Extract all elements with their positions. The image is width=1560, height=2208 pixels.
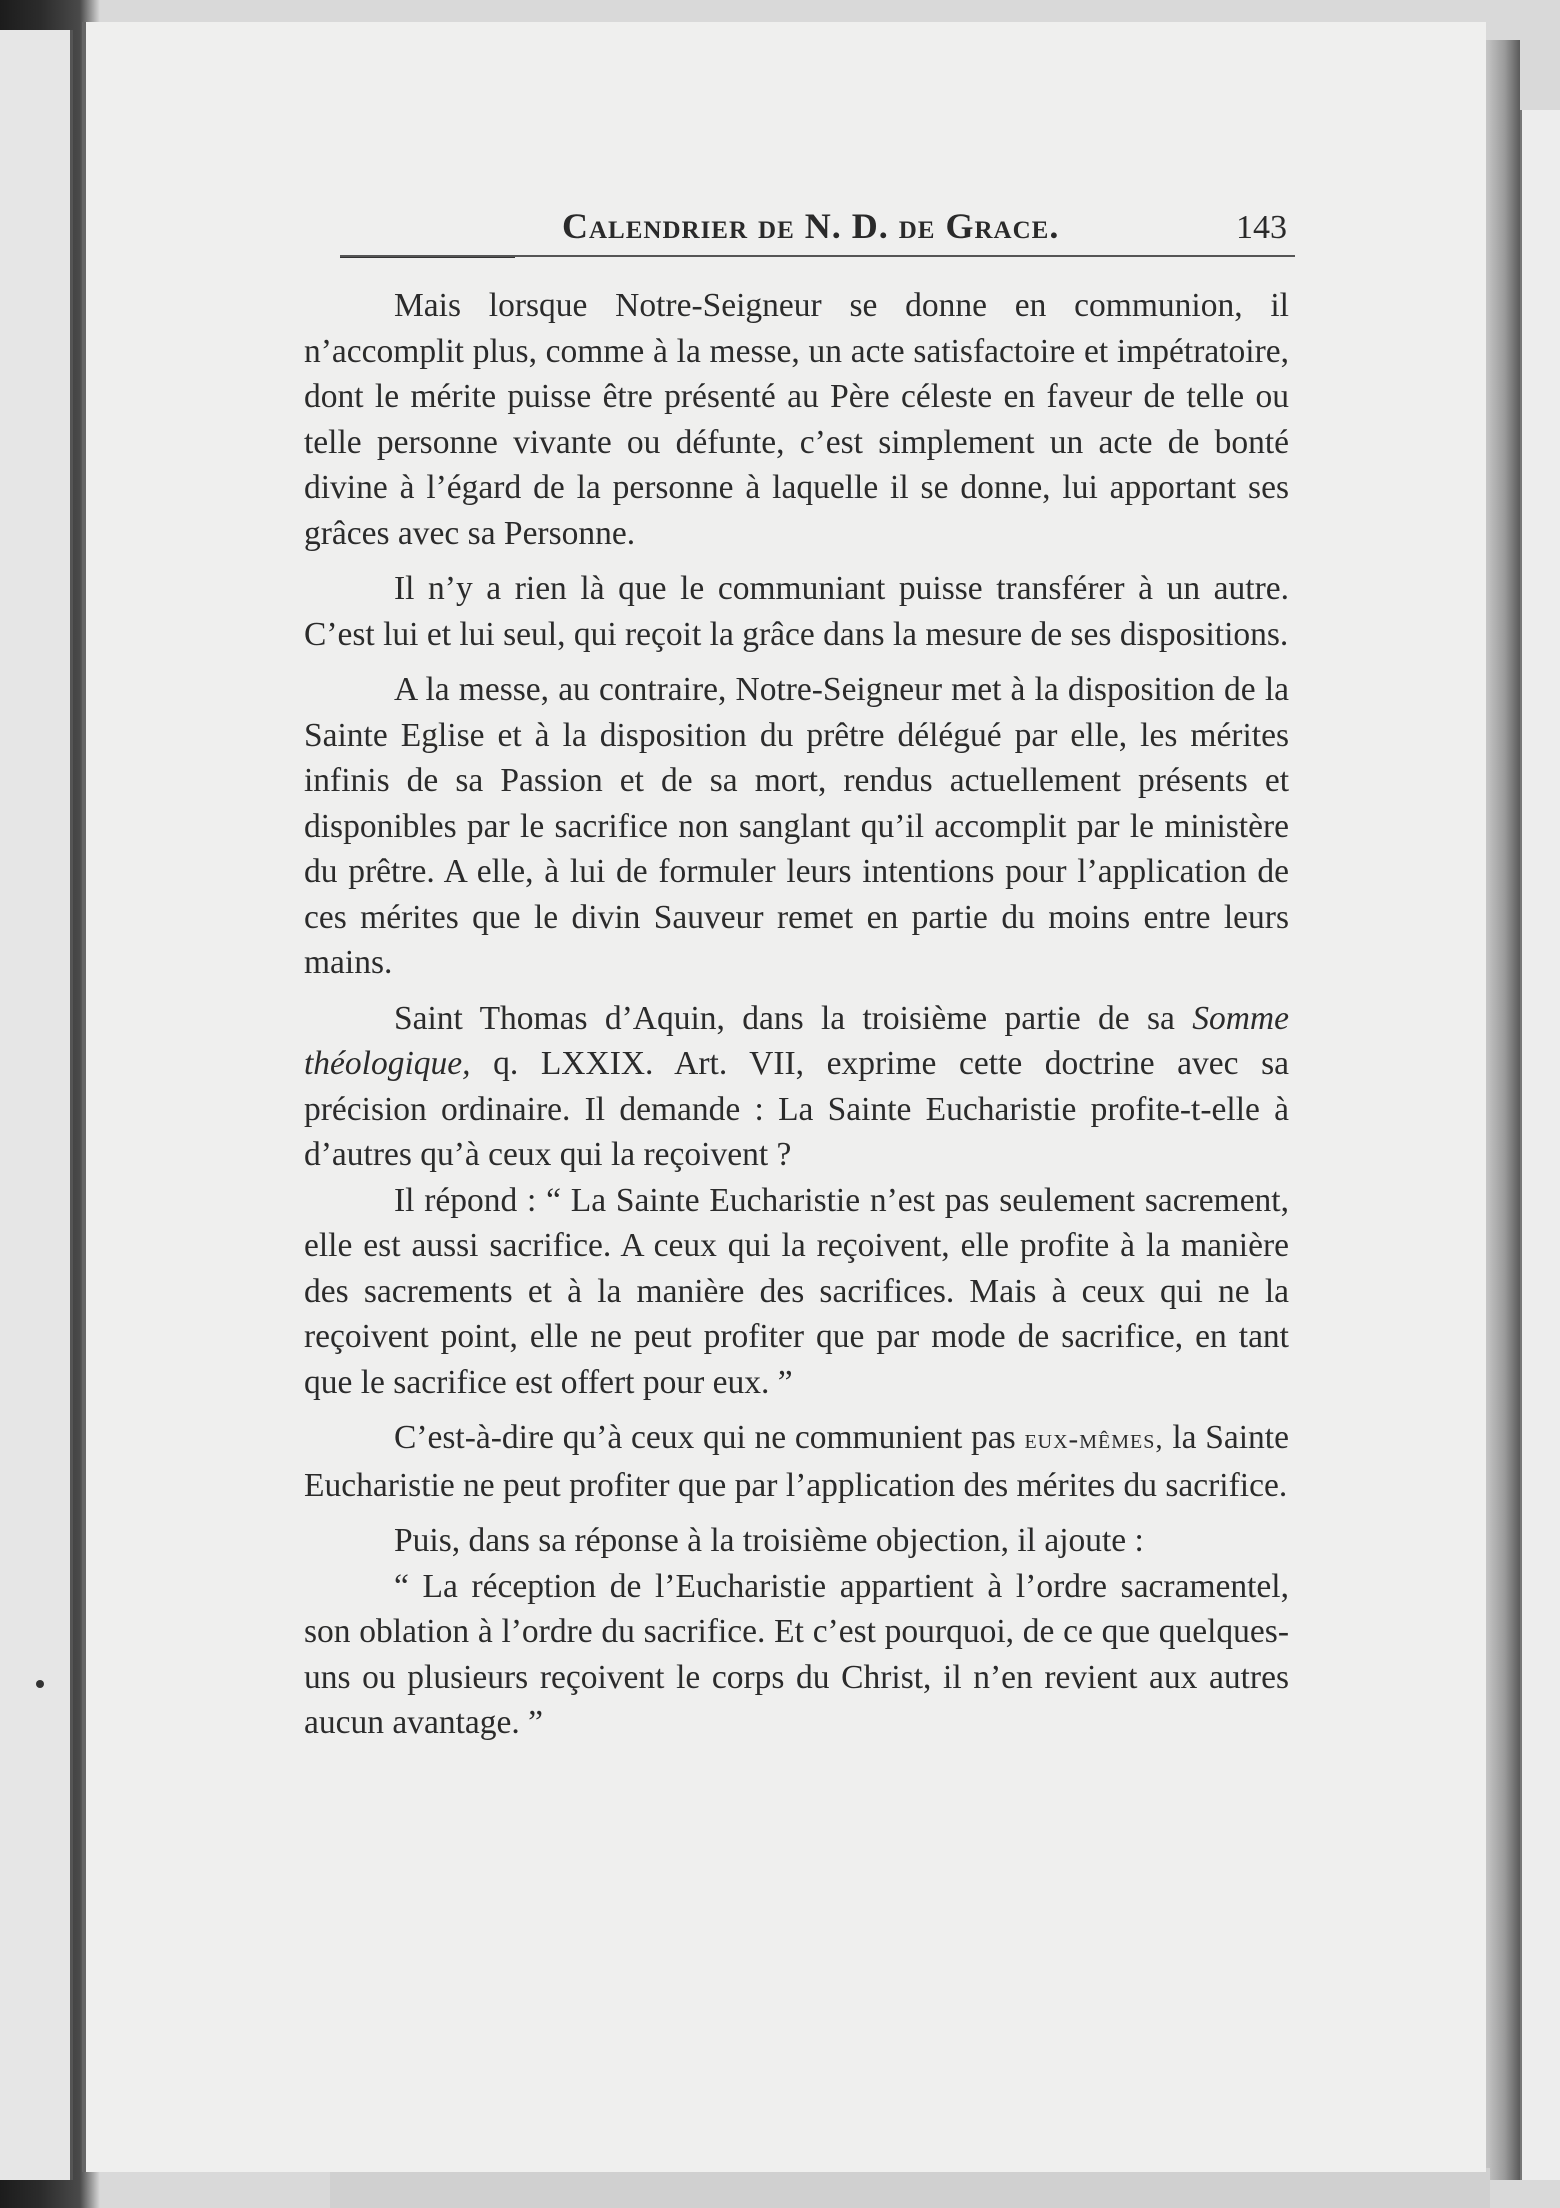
paragraph-4-text-b: q. LXXIX. Art. VII, exprime cette doctrine avec sa précision ordinaire. Il demande : La Sainte Eucharistie profite-t-elle à d’autres qu’à ceux qui la reçoivent ? [304, 1045, 1289, 1173]
page-number: 143 [1236, 209, 1287, 246]
running-title: Calendrier de N. D. de Grace. [562, 206, 1060, 246]
paragraph-2: Il n’y a rien là que le communiant puisse transférer à un autre. C’est lui et lui seul, qui reçoit la grâce dans la mesure de ses dispositions. [304, 570, 1289, 653]
paragraph-7: Puis, dans sa réponse à la troisième objection, il ajoute : [394, 1522, 1144, 1559]
paragraph-8: “ La réception de l’Eucharistie appartient à l’ordre sacramentel, son oblation à l’ordre du sacrifice. Et c’est pourquoi, de ce que quelques-uns ou plusieurs reçoivent le corps du Christ, il n’en revient aux autres aucun avantage. ” [304, 1567, 1289, 1741]
paragraph-5: Il répond : “ La Sainte Eucharistie n’est pas seulement sacrement, elle est aussi sacrifice. A ceux qui la reçoivent, elle profite à la manière des sacrements et à la manière des sacrifices. Mais à ceux qui ne la reçoivent point, elle ne peut profiter que par mode de sacrifice, en tant que le sacrifice est offert pour eux. ” [304, 1181, 1289, 1401]
right-page-stack [1482, 40, 1520, 2180]
right-page-edge [1520, 110, 1560, 2180]
paragraph-6 [304, 1415, 1289, 1508]
bottom-page-edge [330, 2168, 1490, 2208]
running-header [340, 205, 1300, 265]
left-page-edge [0, 30, 73, 2180]
paragraph-1: Mais lorsque Notre-Seigneur se donne en communion, il n’accomplit plus, comme à la messe, un acte satisfactoire et impétratoire, dont le mérite puisse être présenté au Père céleste en faveur de telle ou telle personne vivante ou défunte, c’est simplement un acte de bonté divine à l’égard de la personne à laquelle il se donne, lui apportant ses grâces avec sa Personne. [304, 287, 1289, 552]
small-caps-emphasis: eux-mêmes, [1024, 1423, 1164, 1455]
paragraph-4 [304, 996, 1289, 1178]
body-text [304, 283, 1289, 1746]
header-rule [340, 255, 1295, 257]
paragraph-3: A la messe, au contraire, Notre-Seigneur met à la disposition de la Sainte Eglise et à la disposition du prêtre délégué par elle, les mérites infinis de sa Passion et de sa mort, rendus actuellement présents et disponibles par le sacrifice non sanglant qu’il accomplit par le ministère du prêtre. A elle, à lui de formuler leurs intentions pour l’application de ces mérites que le divin Sauveur remet en partie du moins entre leurs mains. [304, 671, 1289, 981]
paragraph-6-text-a: C’est-à-dire qu’à ceux qui ne communient pas [394, 1419, 1025, 1456]
book-title-italic: Somme théologique, [304, 999, 1289, 1082]
paragraph-4-text-a: Saint Thomas d’Aquin, dans la troisième partie de sa [394, 999, 1193, 1037]
left-margin-dot [36, 1680, 44, 1688]
paragraph-6-text-b: la Sainte Eucharistie ne peut profiter que par l’application des mérites du sacrifice. [304, 1419, 1289, 1504]
